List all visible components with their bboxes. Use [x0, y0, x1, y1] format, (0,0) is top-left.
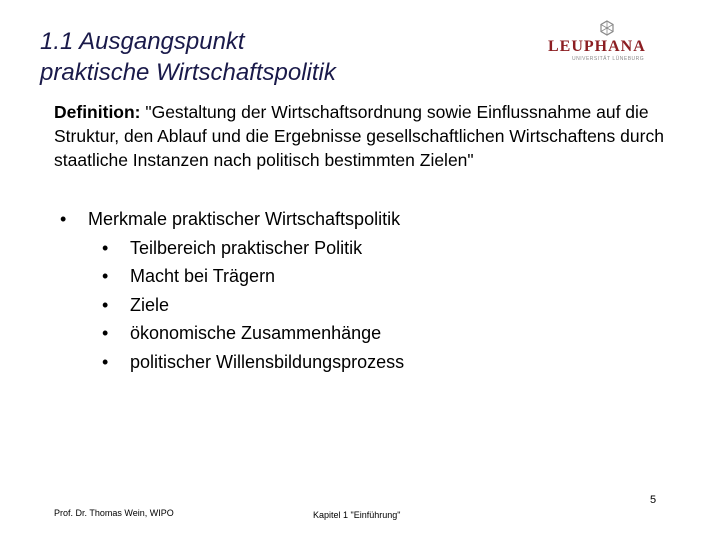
leuphana-logo: [548, 20, 668, 64]
sub-list-item-text: politischer Willensbildungsprozess: [130, 351, 405, 372]
hexagon-logo-icon: [599, 20, 615, 36]
bullet-icon: •: [102, 237, 109, 258]
list-item-main-text: Merkmale praktischer Wirtschaftspolitik: [88, 209, 401, 229]
logo-wordmark: LEUPHANA: [548, 38, 646, 55]
sub-list-item: [100, 234, 404, 263]
bullet-icon: •: [102, 266, 109, 286]
definition-paragraph: [54, 100, 674, 172]
page-number: 5: [650, 494, 657, 506]
definition-label: Definition:: [54, 102, 141, 122]
sub-bullet-list: [88, 234, 404, 377]
sub-list-item-text: ökonomische Zusammenhänge: [130, 323, 382, 343]
slide-title: [40, 26, 336, 88]
bullet-icon: •: [102, 351, 109, 372]
sub-list-item: [100, 291, 404, 320]
sub-list-item-text: Ziele: [130, 294, 170, 315]
definition-text: "Gestaltung der Wirtschaftsordnung sowie Einflussnahme auf die Struktur, den Ablauf und die Ergebnisse gesellschaftlichen Wirtschaftens durch staatliche Instanzen nach politisch bestimmten Zielen": [54, 102, 664, 170]
sub-list-item: [100, 262, 404, 291]
bullet-list: [60, 205, 404, 376]
bullet-icon: •: [102, 323, 109, 343]
sub-list-item: [100, 319, 404, 348]
logo-subtitle: UNIVERSITÄT LÜNEBURG: [572, 56, 645, 62]
slide-title-line-2: praktische Wirtschaftspolitik: [40, 59, 336, 86]
sub-list-item-text: Teilbereich praktischer Politik: [130, 237, 363, 258]
bullet-icon: •: [60, 209, 67, 229]
sub-list-item-text: Macht bei Trägern: [130, 266, 276, 286]
footer-chapter: Kapitel 1 "Einführung": [313, 510, 401, 520]
sub-list-item: [100, 348, 404, 377]
bullet-icon: •: [102, 294, 109, 315]
footer-author: Prof. Dr. Thomas Wein, WIPO: [54, 508, 174, 518]
list-item-main: [60, 205, 404, 376]
slide-title-line-1: 1.1 Ausgangspunkt: [40, 28, 245, 55]
